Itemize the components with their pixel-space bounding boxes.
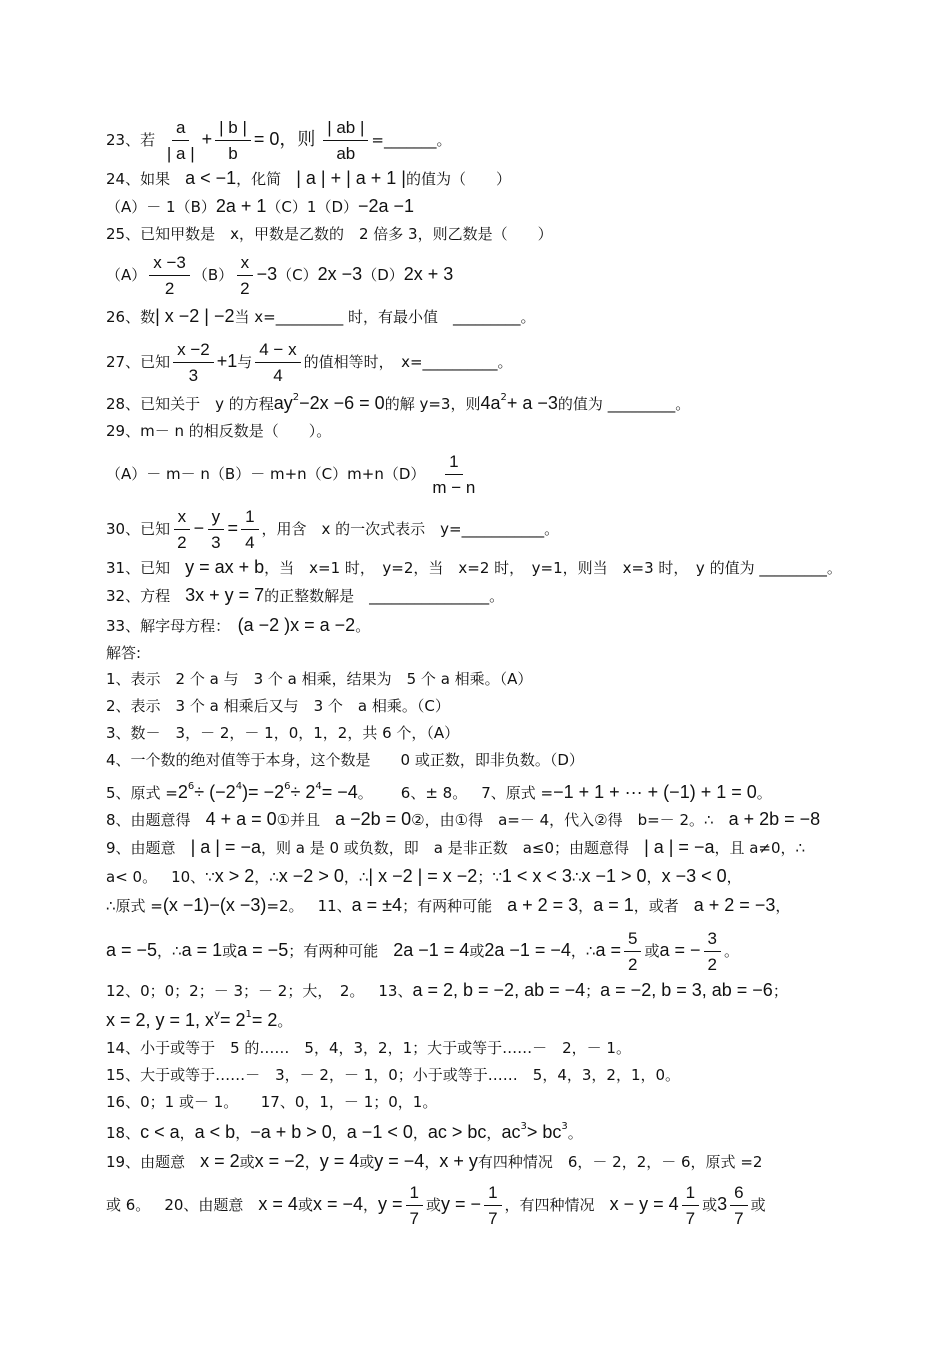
answer-2: 2、表示 3 个 a 相乘后又与 3 个 a 相乘。（C） [106, 697, 450, 715]
answer-12-13: 12、0；0；2；－ 3；－ 2；大， 2。 13、a = 2, b = −2, ab = −4；a = −2, b = 3, ab = −6； [106, 980, 788, 1000]
question-29: 29、m－ n 的相反数是（ ）。 [106, 422, 332, 440]
answer-9: 9、由题意 | a | = −a，则 a 是 0 或负数，即 a 是非正数 a≤0；由题意得 | a | = −a，且 a≠0，∴ [106, 837, 806, 857]
answer-9-10: a< 0。 10、∵x > 2，∴x −2 > 0，∴| x −2 | = x −2；∵1 < x < 3∴x −1 > 0，x −3 < 0， [106, 866, 742, 886]
answer-16-17: 16、0；1 或－ 1。 17、0，1，－ 1；0，1。 [106, 1093, 438, 1111]
question-number: 23 [106, 131, 126, 149]
answer-18: 18、c < a，a < b，−a + b > 0，a −1 < 0，ac > bc，$ac^3> bc^3$。 [106, 1121, 583, 1142]
fraction: $\frac{| ab |}{ab}$ [323, 117, 368, 164]
question-30: 30、已知 $\frac{x}{2}$ − $\frac{y}{3}$ = $\frac{1}{4}$ ，用含 x 的一次式表示 y=___________。 [106, 507, 560, 552]
question-33: 33、解字母方程： (a −2 )x = a −2。 [106, 615, 371, 635]
answer-13-cont: x = 2, y = 1, $x^y= 2^1= 2$。 [106, 1009, 293, 1030]
answer-19-20: 或 6。 20、由题意 x = 4或x = −4，y = $\frac{1}{7}$ 或y = − $\frac{1}{7}$ ，有四种情况 x − y = 4 $\frac{1}{7}$ 或3 $\frac{6}{7}$ 或 [106, 1183, 766, 1228]
answer-14: 14、小于或等于 5 的…… 5，4，3，2，1；大于或等于……－ 2，－ 1。 [106, 1039, 631, 1057]
question-24-options: （A）－ 1（B）2a + 1（C）1（D）−2a −1 [106, 196, 415, 216]
answer-4: 4、一个数的绝对值等于本身，这个数是 0 或正数，即非负数。（D） [106, 751, 584, 769]
question-23: 23、若 $\frac{a}{| a |}$ + $\frac{| b |}{b}$ = 0，则 $\frac{| ab |}{ab}$ =_______。 [106, 118, 452, 163]
question-25: 25、已知甲数是 x，甲数是乙数的 2 倍多 3，则乙数是（ ） [106, 225, 553, 243]
answer-1: 1、表示 2 个 a 与 3 个 a 相乘，结果为 5 个 a 相乘。（A） [106, 670, 533, 688]
question-25-options: （A） $\frac{x -3}{2}$ （B） $\frac{x}{2}$ −3（C）2x −3（D）2x + 3 [106, 253, 454, 298]
answer-10-11: ∴原式 =(x −1)−(x −3)=2。 11、a = ±4；有两种可能 a + 2 = 3，a = 1，或者 a + 2 = −3， [106, 895, 791, 915]
fraction: $\frac{a}{| a |}$ [166, 118, 195, 163]
fraction: $\frac{| b |}{b}$ [215, 117, 251, 164]
question-29-options: （A）－ m－ n（B）－ m+n（C）m+n（D） $\frac{1}{m - n}$ [106, 452, 476, 497]
answer-5-7: 5、原式 $=2^6\div (-2^4)= -2^6\div 2^4= -4$。 6、± 8。 7、原式 =−1 + 1 + ··· + (−1) + 1 = 0。 [106, 781, 772, 802]
answer-8: 8、由题意得 4 + a = 0①并且 a −2b = 0②，由①得 a=－ 4，代入②得 b=－ 2。∴ a + 2b = −8 [106, 809, 821, 829]
question-32: 32、方程 3x + y = 7的正整数解是 ________________。 [106, 585, 505, 605]
answer-11-cont: a = −5，∴a = 1或a = −5；有两种可能 2a −1 = 4或2a −1 = −4，∴a = $\frac{5}{2}$ 或a = − $\frac{3}{2}$ 。 [106, 929, 740, 974]
answer-19: 19、由题意 x = 2或x = −2，y = 4或y = −4，x + y有四种情况 6，－ 2，2，－ 6，原式 =2 [106, 1151, 763, 1171]
question-28: 28、已知关于 y 的方程$ay^2-2x -6 = 0$的解 y=3，则$4a^2+ a -3$的值为 _________。 [106, 392, 691, 413]
question-26: 26、数| x −2 | −2当 x=_________ 时，有最小值 _________。 [106, 306, 536, 326]
question-24: 24、如果 a < −1，化简 | a | + | a + 1 |的值为（ ） [106, 168, 511, 188]
answer-3: 3、数－ 3，－ 2，－ 1，0，1，2，共 6 个，（A） [106, 724, 460, 742]
answer-15: 15、大于或等于……－ 3，－ 2，－ 1，0；小于或等于…… 5，4，3，2，1，0。 [106, 1066, 681, 1084]
answer-blank: =_______。 [371, 131, 452, 149]
answers-heading: 解答: [106, 644, 142, 662]
question-31: 31、已知 y = ax + b，当 x=1 时， y=2，当 x=2 时， y=1，则当 x=3 时， y 的值为 _________。 [106, 557, 842, 577]
question-27: 27、已知 $\frac{x -2}{3}$ +1与 $\frac{4 - x}{4}$ 的值相等时， x=__________。 [106, 340, 513, 385]
